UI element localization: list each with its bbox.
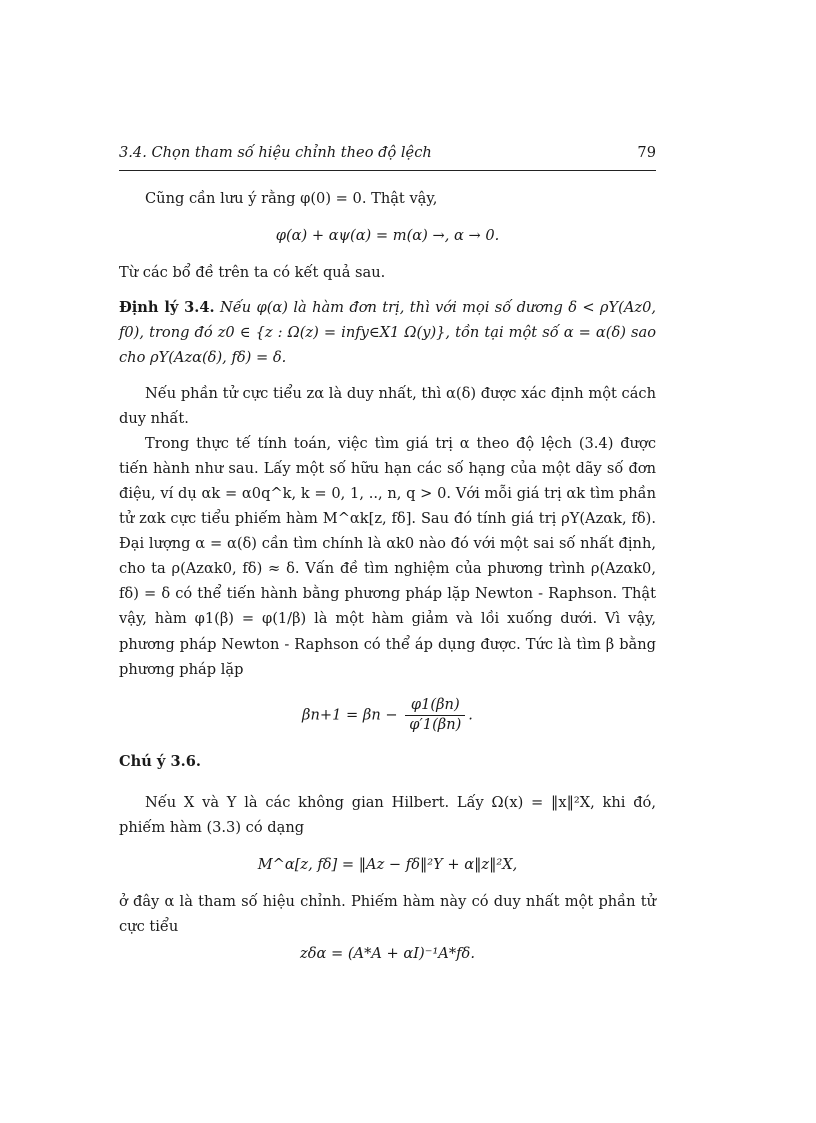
- fraction-denominator: φ′1(βn): [409, 715, 462, 733]
- paragraph-computation: Trong thực tế tính toán, việc tìm giá trị α theo độ lệch (3.4) được tiến hành như sau. Lấy một số hữu hạn các số hạng của một dãy số đơn điệu, ví dụ αk = α0q^k, k = 0, 1, .., n, q > 0. Với mỗi giá trị αk tìm phần tử zαk cực tiểu phiếm hàm M^αk[z, fδ]. Sau đó tính giá trị ρY(Azαk, fδ). Đại lượng α = α(δ) cần tìm chính là αk0 nào đó với một sai số nhất định, cho ta ρ(Azαk0, fδ) ≈ δ. Vấn đề tìm nghiệm của phương trình ρ(Azαk0, fδ) = δ có thể tiến hành bằng phương pháp lặp Newton - Raphson. Thật vậy, hàm φ1(β) = φ(1/β) là một hàm giảm và lồi xuống dưới. Vì vậy, phương pháp Newton - Raphson có thể áp dụng được. Tức là tìm β bằng phương pháp lặp: [119, 434, 656, 678]
- equation-functional: [119, 852, 656, 877]
- paragraph-intro: Cũng cần lưu ý rằng φ(0) = 0. Thật vậy,: [145, 190, 438, 207]
- equation-text: φ(α) + αψ(α) = m(α) →, α → 0.: [275, 227, 500, 245]
- equation-text: zδα = (A*A + αI)⁻¹A*fδ.: [300, 945, 475, 963]
- theorem-3-4: [119, 295, 656, 370]
- paragraph-hilbert: Nếu X và Y là các không gian Hilbert. Lấy Ω(x) = ‖x‖²X, khi đó, phiếm hàm (3.3) có dạng: [119, 793, 656, 836]
- paragraph-regularization: ở đây α là tham số hiệu chỉnh. Phiếm hàm này có duy nhất một phần tử cực tiểu: [119, 893, 656, 936]
- running-header: [119, 140, 656, 171]
- equation-fraction: [405, 696, 465, 735]
- note-label: Chú ý 3.6.: [119, 752, 201, 770]
- paragraph-result-lead: Từ các bổ đề trên ta có kết quả sau.: [119, 264, 386, 282]
- equation-phi-limit: [119, 223, 656, 248]
- theorem-label: Định lý 3.4.: [119, 299, 215, 317]
- page-number: 79: [637, 144, 656, 161]
- fraction-numerator: φ1(βn): [405, 696, 465, 716]
- paragraph-uniqueness: Nếu phần tử cực tiểu zα là duy nhất, thì α(δ) được xác định một cách duy nhất.: [119, 384, 656, 427]
- equation-minimizer: [119, 941, 656, 966]
- page-body: [119, 186, 656, 978]
- equation-lhs: βn+1 = βn −: [302, 706, 398, 724]
- equation-period: .: [468, 706, 473, 724]
- equation-text: M^α[z, fδ] = ‖Az − fδ‖²Y + α‖z‖²X,: [257, 855, 518, 873]
- theorem-text: Nếu φ(α) là hàm đơn trị, thì với mọi số dương δ < ρY(Az0, f0), trong đó z0 ∈ {z : Ω(z) = infy∈X1 Ω(y)}, tồn tại một số α = α(δ) sao cho ρY(Azα(δ), fδ) = δ.: [119, 299, 656, 367]
- equation-newton-raphson: [119, 696, 656, 735]
- section-title: 3.4. Chọn tham số hiệu chỉnh theo độ lệch: [119, 144, 432, 161]
